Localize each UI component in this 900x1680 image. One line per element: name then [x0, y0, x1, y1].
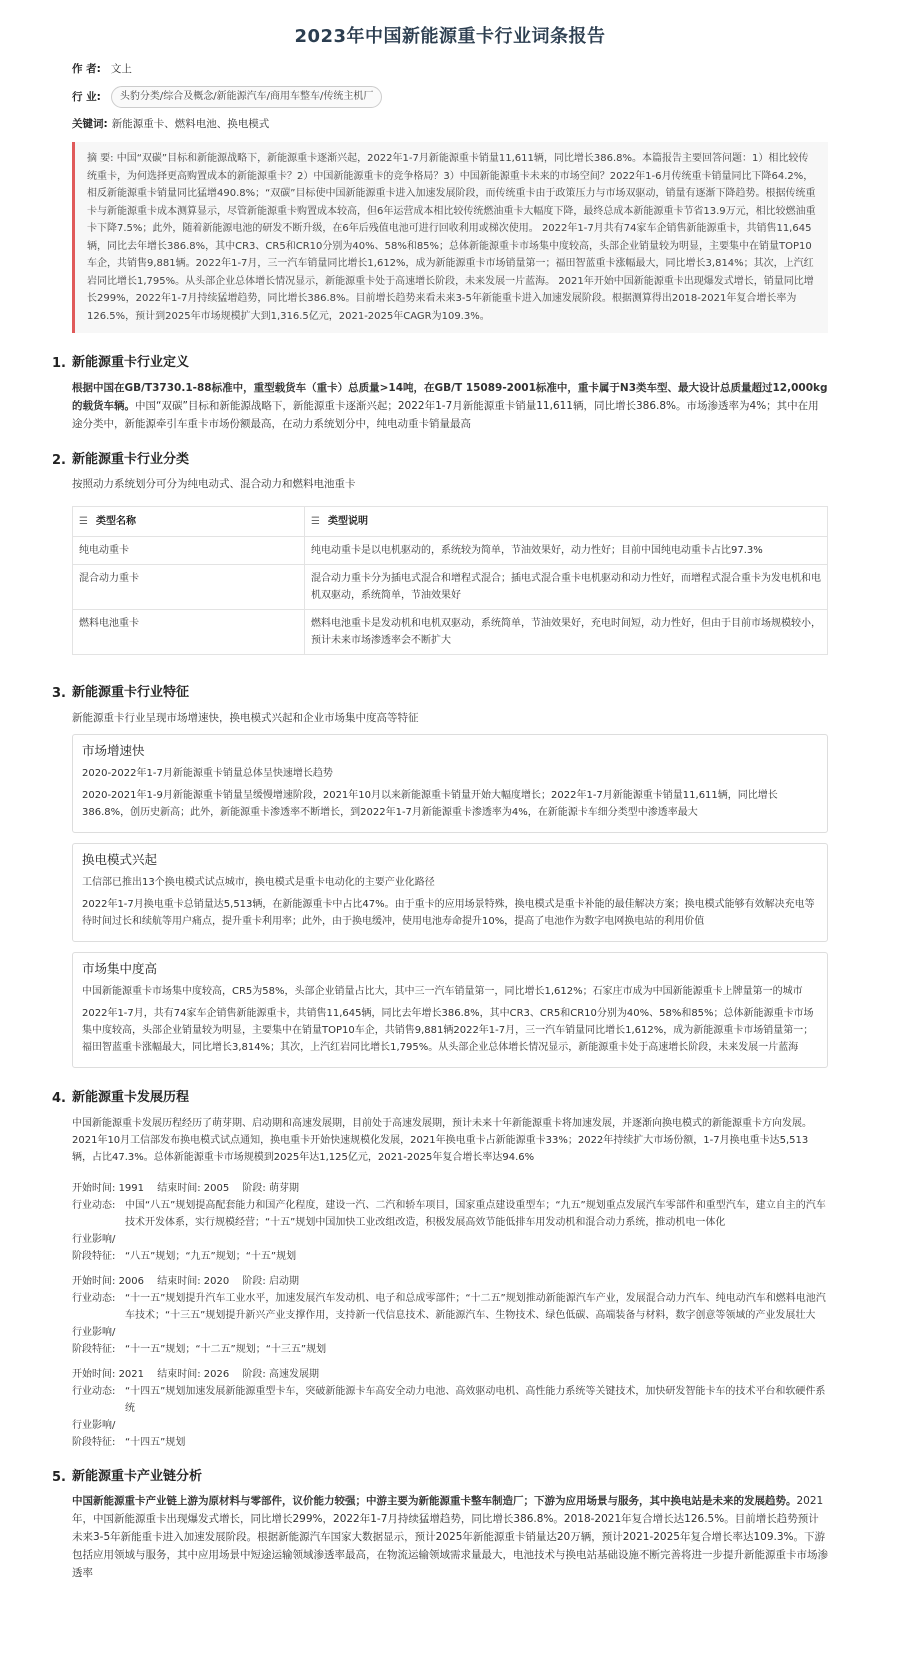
end-value: 2020 — [203, 1275, 230, 1287]
author-row — [72, 61, 828, 79]
section-number: 4. — [52, 1090, 66, 1106]
stage-label: 阶段: — [242, 1275, 266, 1287]
bold-lead: 根据中国在GB/T3730.1-88标准中，重型载货车（重卡）总质量>14吨，在GB/T 15089-2001标准中，重卡属于N3类车型、最大设计总质量超过12,000kg的载货车辆。 — [72, 382, 828, 412]
paragraph-text: 2021年，中国新能源重卡出现爆发式增长，同比增长299%，2022年1-7月持续猛增趋势，同比增长386.8%。2018-2021年复合增长达126.5%。目前增长趋势预计未来3-5年新能重卡进入加速发展阶段。根据新能源汽车国家大数据显示，预计2025年新能源重卡销量达20万辆，预计2021-2025年复合增长率达109.3%。下游包括应用领域与服务，其中应用场景中短途运输领域渗透率最高，在物流运输领域需求量最大，电池技术与换电站基础设施不断完善将进一步提升新能源重卡市场渗透率 — [72, 1495, 828, 1579]
dynamics-text: “十一五”规划提升汽车工业水平，加速发展汽车发动机、电子和总成零部件；“十二五”规划推动新能源汽车产业，发展混合动力汽车、纯电动汽车和燃料电池汽车技术；“十三五”规划提升新兴产业支撑作用，支持新一代信息技术、新能源汽车、生物技术、绿色低碳、高端装备与材料，数字创意等领域的产业发展壮大 — [125, 1292, 826, 1321]
section-title: 新能源重卡行业分类 — [72, 451, 190, 467]
end-value: 2026 — [203, 1368, 230, 1380]
card-subtitle: 工信部已推出13个换电模式试点城市，换电模式是重卡电动化的主要产业化路径 — [82, 876, 435, 888]
card-title: 换电模式兴起 — [82, 851, 158, 867]
start-label: 开始时间: — [72, 1275, 116, 1287]
phase-dynamics — [72, 1197, 828, 1231]
page-title: 2023年中国新能源重卡行业词条报告 — [294, 26, 606, 47]
section-number: 1. — [52, 356, 66, 372]
section-history — [52, 1088, 828, 1457]
impact-label: 行业影响/ — [72, 1233, 116, 1245]
section-intro: 新能源重卡行业呈现市场增速快，换电模式兴起和企业市场集中度高等特征 — [72, 712, 419, 725]
card-text: 2020-2021年1-9月新能源重卡销量呈缓慢增速阶段，2021年10月以来新能源重卡销量开始大幅度增长；2022年1-7月新能源重卡销量11,611辆，同比增长386.8%，创历史新高；此外，新能源重卡渗透率不断增长，到2022年1-7月新能源重卡渗透率为4%，在新能源卡车细分类型中渗透率最大 — [82, 789, 778, 818]
dynamics-text: “十四五”规划加速发展新能源重型卡车，突破新能源卡车高安全动力电池、高效驱动电机、高性能力系统等关键技术，加快研发智能卡车的技术平台和软硬件系统 — [125, 1385, 826, 1414]
table-row — [73, 610, 828, 655]
start-value: 2006 — [118, 1275, 145, 1287]
impact-label: 行业影响/ — [72, 1419, 116, 1431]
keywords-row — [72, 116, 828, 134]
phase-header — [72, 1366, 828, 1383]
feature-card — [72, 952, 828, 1068]
table-row — [73, 537, 828, 565]
section-intro: 中国新能源重卡发展历程经历了萌芽期、启动期和高速发展期，目前处于高速发展期，预计未来十年新能源重卡将加速发展，并逐渐向换电模式的新能源重卡方向发展。2021年10月工信部发布换电模式试点通知，换电重卡开始快速规模化发展，2021年换电重卡占新能源重卡33%；2022年持续扩大市场份额，1-7月换电重卡达5,513辆，占比47.3%。总体新能源重卡市场规模到2025年达1,125亿元，2021-2025年复合增长率达94.6% — [72, 1117, 812, 1163]
type-name-cell: 纯电动重卡 — [73, 537, 305, 565]
type-desc-cell: 混合动力重卡分为插电式混合和增程式混合；插电式混合重卡电机驱动和动力性好，而增程式混合重卡为发电机和电机双驱动，系统简单，节油效果好 — [305, 565, 828, 610]
feature-text: “十一五”规划；“十二五”规划；“十三五”规划 — [125, 1343, 327, 1355]
section-industry-chain — [52, 1467, 828, 1589]
section-title: 新能源重卡行业定义 — [72, 355, 190, 371]
industry-tag[interactable]: 头豹分类/综合及概念/新能源汽车/商用车整车/传统主机厂 — [111, 86, 382, 108]
section-number: 3. — [52, 686, 66, 702]
table-header-cell — [73, 507, 305, 537]
header-label: 类型名称 — [95, 516, 136, 528]
industry-label: 行 业: — [72, 90, 101, 103]
author-name: 文上 — [110, 62, 132, 75]
stage-value: 高速发展期 — [268, 1368, 319, 1380]
type-desc-cell: 燃料电池重卡是发动机和电机双驱动，系统简单，节油效果好，充电时间短，动力性好，但由于目前市场规模较小，预计未来市场渗透率会不断扩大 — [305, 610, 828, 655]
section-classification — [52, 450, 828, 674]
type-name-cell: 混合动力重卡 — [73, 565, 305, 610]
dynamics-label: 行业动态: — [72, 1292, 116, 1304]
keywords-label: 关键词: — [72, 118, 108, 131]
section-number: 2. — [52, 452, 66, 468]
feature-text: “十四五”规划 — [125, 1436, 186, 1448]
section-paragraph — [72, 380, 828, 434]
card-title: 市场增速快 — [82, 742, 145, 758]
section-paragraph — [72, 1493, 828, 1582]
card-subtitle: 中国新能源重卡市场集中度较高，CR5为58%，头部企业销量占比大，其中三一汽车销量第一，同比增长1,612%；石家庄市成为中国新能源重卡上牌量第一的城市 — [82, 985, 803, 997]
card-title: 市场集中度高 — [82, 960, 158, 976]
classification-table — [72, 506, 828, 655]
phase-feature — [72, 1434, 828, 1451]
author-label: 作 者: — [72, 62, 101, 75]
abstract-block: 摘 要: 中国“双碳”目标和新能源战略下，新能源重卡逐渐兴起，2022年1-7月新能源重卡销量11,611辆，同比增长386.8%。本篇报告主要回答问题：1）相比较传统重卡，为何选择更高购置成本的新能源重卡？2）中国新能源重卡的竞争格局？3）中国新能源重卡未来的市场空间？2022年1-6月传统重卡销量同比下降64.2%，相反新能源重卡销量同比猛增490.8%；“双碳”目标使中国新能源重卡进入加速发展阶段，而传统重卡由于政策压力与市场双驱动，销量有逐渐下降趋势。根据传统重卡与新能源重卡成本测算显示，尽管新能源重卡购置成本较高，但6年运营成本相比较传统燃油重卡大幅度下降，最终总成本新能源重卡节省13.9万元，相比较燃油重卡下降7.5%；此外，随着新能源电池的研发不断升级，在6年后残值电池可进行回收利用或梯次使用。 2022年1-7月共有74家车企销售新能源重卡，共销售11,645辆，同比去年增长386.8%，其中CR3、CR5和CR10分别为40%、58%和85%；总体新能源重卡市场集中度较高，头部企业销量较为明显，主要集中在销量TOP10车企，共销售9,881辆。2022年1-7月，三一汽车销量同比增长1,612%，成为新能源重卡市场销量第一；福田智蓝重卡涨幅最大，同比增长3,814%；其次，上汽红岩同比增长1,795%。从头部企业总体增长情况显示，新能源重卡处于高速增长阶段，未来发展一片蓝海。 2021年开始中国新能源重卡出现爆发式增长，销量同比增长299%，2022年1-7月持续猛增趋势，同比增长386.8%。目前增长趋势来看未来3-5年新能重卡进入加速发展阶段。根据测算得出2018-2021年复合增长率为126.5%，预计到2025年市场规模扩大到1,316.5亿元，2021-2025年CAGR为109.3%。 — [72, 142, 828, 333]
phase-feature — [72, 1341, 828, 1358]
table-row — [73, 565, 828, 610]
section-features — [52, 683, 828, 1078]
phase-header — [72, 1180, 828, 1197]
feature-label: 阶段特征: — [72, 1436, 116, 1448]
paragraph-text: 中国“双碳”目标和新能源战略下，新能源重卡逐渐兴起；2022年1-7月新能源重卡销量11,611辆，同比增长386.8%。市场渗透率为4%；其中在用途分类中，新能源牵引车重卡市场份额最高，在动力系统划分中，纯电动重卡销量最高 — [72, 399, 819, 430]
section-definition — [52, 353, 828, 439]
end-value: 2005 — [203, 1182, 230, 1194]
dynamics-text: 中国“八五”规划提高配套能力和国产化程度，建设一汽、二汽和轿车项目，国家重点建设重型车；“九五”规划重点发展汽车零部件和重型汽车，建立自主的汽车技术开发体系，实行规模经营；“十五”规划中国加快工业改组改造，积极发展高效节能低排车用发动机和混合动力系统，推动机电一体化 — [125, 1199, 826, 1228]
end-label: 结束时间: — [157, 1368, 201, 1380]
phase-dynamics — [72, 1290, 828, 1324]
history-phase — [72, 1273, 828, 1358]
industry-row — [72, 86, 828, 108]
card-text: 2022年1-7月，共有74家车企销售新能源重卡，共销售11,645辆，同比去年增长386.8%，其中CR3、CR5和CR10分别为40%、58%和85%；总体新能源重卡市场集中度较高，头部企业销量较为明显，主要集中在销量TOP10车企，共销售9,881辆2022年1-7月，三一汽车销量同比增长1,612%，成为新能源重卡市场销量第一；福田智蓝重卡涨幅最大，同比增长3,814%；其次，上汽红岩同比增长1,795%。从头部企业总体增长情况显示，新能源重卡处于高速增长阶段，未来发展一片蓝海 — [82, 1007, 814, 1053]
list-icon: ☰ — [79, 516, 88, 528]
type-name-cell: 燃料电池重卡 — [73, 610, 305, 655]
feature-label: 阶段特征: — [72, 1250, 116, 1262]
section-title: 新能源重卡发展历程 — [72, 1089, 190, 1105]
phase-dynamics — [72, 1383, 828, 1417]
stage-label: 阶段: — [242, 1182, 266, 1194]
section-title: 新能源重卡产业链分析 — [72, 1468, 203, 1484]
start-value: 1991 — [118, 1182, 145, 1194]
list-icon: ☰ — [311, 516, 320, 528]
end-label: 结束时间: — [157, 1182, 201, 1194]
bold-lead: 中国新能源重卡产业链上游为原材料与零部件，议价能力较强；中游主要为新能源重卡整车制造厂；下游为应用场景与服务，其中换电站是未来的发展趋势。 — [72, 1495, 797, 1508]
dynamics-label: 行业动态: — [72, 1385, 116, 1397]
feature-text: “八五”规划；“九五”规划；“十五”规划 — [125, 1250, 297, 1262]
keywords-text: 新能源重卡、燃料电池、换电模式 — [111, 118, 270, 131]
phase-feature — [72, 1248, 828, 1265]
table-header-cell — [305, 507, 828, 537]
stage-label: 阶段: — [242, 1368, 266, 1380]
start-value: 2021 — [118, 1368, 145, 1380]
card-subtitle: 2020-2022年1-7月新能源重卡销量总体呈快速增长趋势 — [82, 767, 333, 779]
phase-header — [72, 1273, 828, 1290]
section-intro: 按照动力系统划分可分为纯电动式、混合动力和燃料电池重卡 — [72, 478, 356, 491]
feature-card — [72, 843, 828, 942]
section-title: 新能源重卡行业特征 — [72, 685, 190, 701]
impact-label: 行业影响/ — [72, 1326, 116, 1338]
type-desc-cell: 纯电动重卡是以电机驱动的，系统较为简单，节油效果好，动力性好；目前中国纯电动重卡占比97.3% — [305, 537, 828, 565]
section-number: 5. — [52, 1469, 66, 1485]
start-label: 开始时间: — [72, 1182, 116, 1194]
feature-label: 阶段特征: — [72, 1343, 116, 1355]
stage-value: 萌芽期 — [268, 1182, 299, 1194]
history-phase — [72, 1366, 828, 1451]
card-text: 2022年1-7月换电重卡总销量达5,513辆，在新能源重卡中占比47%。由于重卡的应用场景特殊，换电模式是重卡补能的最佳解决方案；换电模式能够有效解决充电等待时间过长和续航等用户痛点，提升重卡利用率；此外，由于换电缓冲，使用电池寿命提升10%，提高了电池作为数字电网换电站的利用价值 — [82, 898, 815, 927]
feature-card — [72, 734, 828, 833]
header-label: 类型说明 — [327, 516, 368, 528]
table-header-row — [73, 507, 828, 537]
stage-value: 启动期 — [268, 1275, 299, 1287]
start-label: 开始时间: — [72, 1368, 116, 1380]
history-phase — [72, 1180, 828, 1265]
dynamics-label: 行业动态: — [72, 1199, 116, 1211]
end-label: 结束时间: — [157, 1275, 201, 1287]
